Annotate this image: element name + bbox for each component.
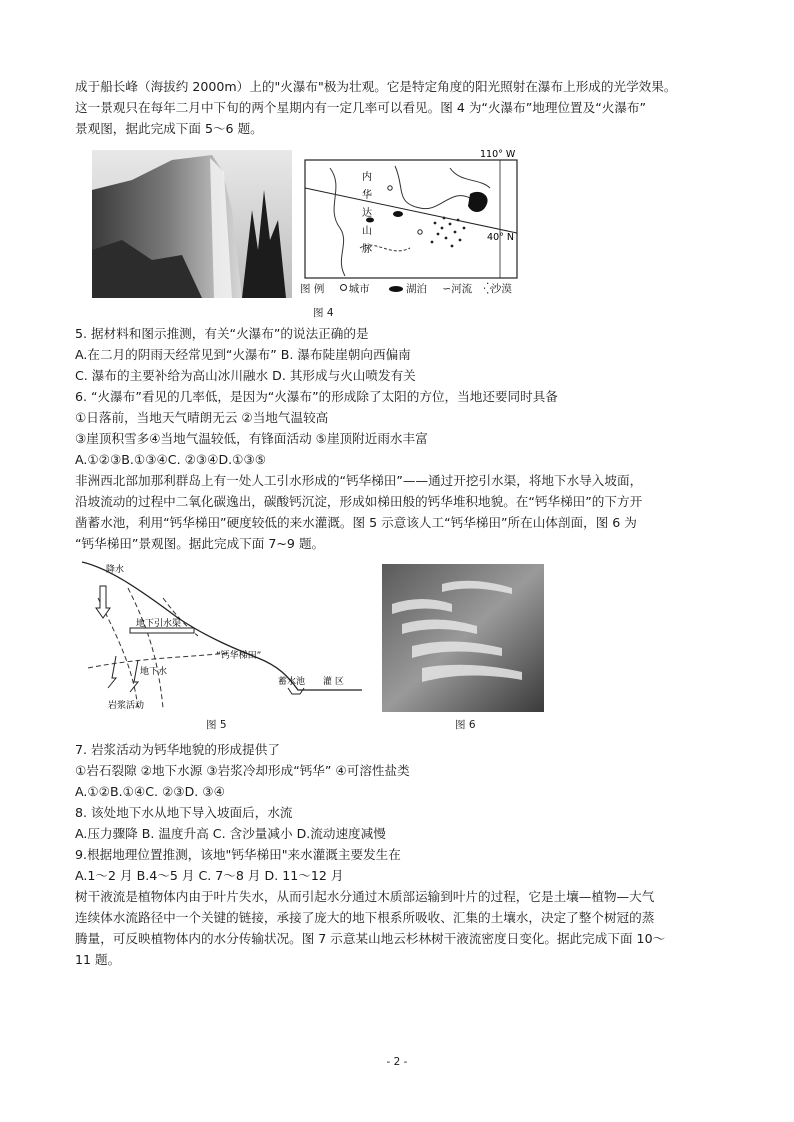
magma-label: 岩浆活动 <box>108 701 145 711</box>
intro-line: 这一景观只在每年二月中下旬的两个星期内有一定几率可以看见。图 4 为“火瀑布”地理位置及“火瀑布” <box>75 100 647 115</box>
legend-label: 湖泊 <box>406 283 428 295</box>
desert-icon: ⁛ <box>483 283 491 295</box>
passage-line: 连续体水流路径中一个关键的链接，承接了庞大的地下根系所吸收、汇集的土壤水，决定了整个树冠的蒸 <box>75 910 655 925</box>
city-icon <box>388 186 392 190</box>
lake-icon <box>393 211 403 217</box>
question-line: C. 瀑布的主要补给为高山冰川融水 D. 其形成与火山喷发有关 <box>75 368 416 383</box>
reservoir-label: 蓄水池 <box>278 677 306 687</box>
mountain-label: 华 <box>362 190 372 201</box>
passage-line: 非洲西北部加那利群岛上有一处人工引水形成的“钙华梯田”——通过开挖引水渠，将地下水导入坡面， <box>75 473 643 488</box>
question-line: A.压力骤降 B. 温度升高 C. 含沙量减小 D.流动速度减慢 <box>75 826 386 841</box>
terrace-label: “钙华梯田” <box>216 651 262 661</box>
slope-line <box>82 562 362 690</box>
mountain-label: 内 <box>362 172 372 183</box>
question-line: 6. “火瀑布”看见的几率低，是因为“火瀑布”的形成除了太阳的方位，当地还要同时具备 <box>75 389 558 404</box>
mountain-label: 脉 <box>362 244 372 255</box>
question-line: A.1～2 月 B.4～5 月 C. 7～8 月 D. 11～12 月 <box>75 868 344 883</box>
passage-line: “钙华梯田”景观图。据此完成下面 7~9 题。 <box>75 536 325 551</box>
legend-label: 沙漠 <box>490 283 512 295</box>
irrigation-label: 灌 区 <box>323 677 344 687</box>
question-line: ①日落前，当地天气晴朗无云 ②当地气温较高 <box>75 410 329 425</box>
question-line: ①岩石裂隙 ②地下水源 ③岩浆冷却形成“钙华” ④可溶性盐类 <box>75 763 410 778</box>
figure4-caption: 图 4 <box>313 307 334 319</box>
fire-waterfall-photo <box>92 150 292 298</box>
mountain-profile-diagram <box>78 558 366 718</box>
figure5-caption: 图 5 <box>206 719 227 731</box>
mountain-label: 山 <box>362 226 372 237</box>
question-line: 7. 岩浆活动为钙华地貌的形成提供了 <box>75 742 280 757</box>
intro-line: 成于船长峰（海拔约 2000m）上的"火瀑布"极为壮观。它是特定角度的阳光照射在瀑布上形成的光学效果。 <box>75 79 677 94</box>
precip-arrow-icon <box>96 586 110 618</box>
city-icon <box>340 284 347 291</box>
question-line: A.在二月的阴雨天经常见到“火瀑布” B. 瀑布陡崖朝向西偏南 <box>75 347 411 362</box>
figure6-caption: 图 6 <box>455 719 476 731</box>
legend-title: 图 例 <box>300 283 325 295</box>
channel-label: 地下引水渠 <box>136 619 182 629</box>
passage-line: 腾量，可反映植物体内的水分传输状况。图 7 示意某山地云杉林树干液流密度日变化。据此完成下面 10～ <box>75 931 666 946</box>
precip-label: 降水 <box>106 565 125 575</box>
groundwater-label: 地下水 <box>140 667 168 677</box>
city-icon <box>418 230 422 234</box>
intro-line: 景观图，据此完成下面 5～6 题。 <box>75 121 263 136</box>
question-line: 9.根据地理位置推测，该地"钙华梯田"来水灌溉主要发生在 <box>75 847 401 862</box>
river-icon: ∽ <box>442 283 452 295</box>
question-line: 5. 据材料和图示推测，有关“火瀑布”的说法正确的是 <box>75 326 369 341</box>
legend <box>300 281 512 296</box>
lake-icon <box>389 286 403 292</box>
calcium-terrace-photo <box>382 564 544 712</box>
passage-line: 沿坡流动的过程中二氧化碳逸出，碳酸钙沉淀，形成如梯田般的钙华堆积地貌。在“钙华梯田”的下方开 <box>75 494 643 509</box>
mountain-label: 达 <box>362 208 372 219</box>
location-map <box>300 148 522 300</box>
longitude-label: 110° W <box>480 149 516 160</box>
legend-label: 城市 <box>348 283 370 295</box>
passage-line: 凿蓄水池，利用“钙华梯田”硬度较低的来水灌溉。图 5 示意该人工“钙华梯田”所在山体剖面，图 6 为 <box>75 515 637 530</box>
passage-line: 11 题。 <box>75 952 121 967</box>
latitude-label: 40° N <box>487 232 514 243</box>
reservoir-icon <box>288 688 304 694</box>
question-line: A.①②③B.①③④C. ②③④D.①③⑤ <box>75 452 267 467</box>
page-number: - 2 - <box>386 1056 408 1068</box>
question-line: 8. 该处地下水从地下导入坡面后，水流 <box>75 805 293 820</box>
question-line: ③崖顶积雪多④当地气温较低，有锋面活动 ⑤崖顶附近雨水丰富 <box>75 431 428 446</box>
passage-line: 树干液流是植物体内由于叶片失水，从而引起水分通过木质部运输到叶片的过程，它是土壤—植物—大气 <box>75 889 655 904</box>
legend-label: 河流 <box>451 283 473 295</box>
question-line: A.①②B.①④C. ②③D. ③④ <box>75 784 225 799</box>
